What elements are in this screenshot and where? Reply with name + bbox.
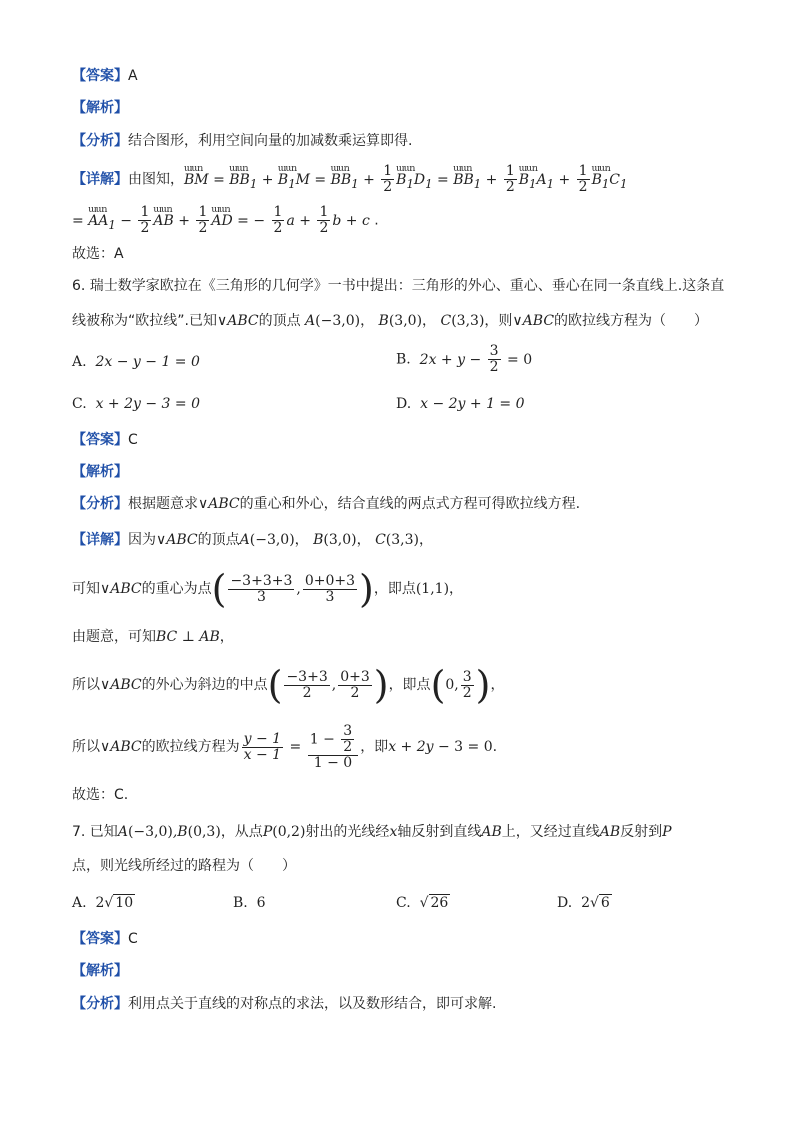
q5-detail-line2: = ɯɯɿ $AA_1$ − $\frac{1}{2}$ ɯɯɿ AB + $\frac{1}{2}$ ɯɯɿ AD = − $\frac{1}{2}$ a + $\frac{1}{2}$ b + c . (72, 205, 379, 236)
q6-answer-line: 【答案】C (72, 432, 138, 448)
q6-euler-line: 所以∨ABC的欧拉线方程为 $\frac{y - 1}{x - 1}$ = 1 − $\frac{3}{2}$ 1 − 0 ，即x + 2y − 3 = 0. (72, 722, 498, 771)
answer-value: A (128, 68, 138, 84)
q7-option-a[interactable]: A. 2√ 10 (72, 895, 134, 911)
q7-option-c[interactable]: C. √ 26 (396, 895, 449, 911)
vector-equation: ɯɯɿ BM = ɯɯɿ $BB_1$ + ɯɯɿ $B_1M$ = ɯɯɿ $BB_1$ + $\frac{1}{2}$ ɯɯɿ $B_1D_1$ = ɯɯɿ $BB_1$ + $\frac{1}{2}$ ɯɯɿ $B_1A_1$ + $\frac{1}{2}$ ɯɯɿ $B_1C_1$ (184, 172, 627, 188)
vector-equation-cont: = ɯɯɿ $AA_1$ − $\frac{1}{2}$ ɯɯɿ AB + $\frac{1}{2}$ ɯɯɿ AD = − $\frac{1}{2}$ a + $\frac{1}{2}$ b + c (72, 213, 370, 229)
q7-option-b[interactable]: B. 6 (233, 895, 266, 911)
answer-tag: 【答案】 (72, 68, 128, 84)
q5-fenxi-line: 【分析】结合图形，利用空间向量的加减数乘运算即得. (72, 133, 413, 149)
q7-stem-line2: 点，则光线所经过的路程为（ ） (72, 858, 296, 874)
q6-stem-line1: 6. 瑞士数学家欧拉在《三角形的几何学》一书中提出：三角形的外心、重心、垂心在同一条直线上.这条直 (72, 278, 725, 294)
q5-analysis-heading: 【解析】 (72, 100, 128, 116)
q6-option-a[interactable]: A. 2x − y − 1 = 0 (72, 354, 200, 370)
q6-fenxi-line: 【分析】根据题意求∨ABC的重心和外心，结合直线的两点式方程可得欧拉线方程. (72, 496, 581, 512)
q7-answer-line: 【答案】C (72, 931, 138, 947)
q6-centroid-line: 可知∨ABC的重心为点( $\frac{-3+3+3}{3}$ , $\frac{0+0+3}{3}$ )，即点(1,1)， (72, 567, 464, 611)
q6-option-c[interactable]: C. x + 2y − 3 = 0 (72, 396, 200, 412)
q7-option-d[interactable]: D. 2√ 6 (557, 895, 610, 911)
q7-fenxi-line: 【分析】利用点关于直线的对称点的求法，以及数形结合，即可求解. (72, 996, 497, 1012)
q6-detail-line1: 【详解】因为∨ABC的顶点A(−3,0)， B(3,0)， C(3,3)， (72, 532, 433, 548)
q5-detail-line1: 【详解】由图知，ɯɯɿ BM = ɯɯɿ $BB_1$ + ɯɯɿ $B_1M$ = ɯɯɿ $BB_1$ + $\frac{1}{2}$ ɯɯɿ $B_1D_1$ = ɯɯɿ $BB_1$ + $\frac{1}{2}$ ɯɯɿ $B_1A_1$ + $\frac{1}{2}$ ɯɯɿ $B_1C_1$ (72, 164, 627, 195)
q7-analysis-heading: 【解析】 (72, 963, 128, 979)
q5-answer-line (72, 66, 138, 86)
q7-stem-line1: 7. 已知A(−3,0),B(0,3)，从点P(0,2)射出的光线经x轴反射到直线AB上，又经过直线AB反射到P (72, 824, 672, 840)
q6-perp-line: 由题意，可知BC ⊥ AB， (72, 629, 234, 645)
q5-choose: 故选：A (72, 246, 124, 262)
q6-circumcenter-line: 所以∨ABC的外心为斜边的中点( $\frac{-3+3}{2}$ , $\frac{0+3}{2}$ )，即点(0, $\frac{3}{2}$ )， (72, 663, 505, 707)
q6-option-d[interactable]: D. x − 2y + 1 = 0 (396, 396, 525, 412)
q6-analysis-heading: 【解析】 (72, 464, 128, 480)
q6-stem-line2: 线被称为“欧拉线”.已知∨ABC的顶点 A(−3,0)， B(3,0)， C(3,3)，则∨ABC的欧拉线方程为（ ） (72, 313, 709, 329)
q6-option-b[interactable]: B. 2x + y − $\frac{3}{2}$ = 0 (396, 343, 533, 375)
q6-choose: 故选：C. (72, 787, 129, 803)
